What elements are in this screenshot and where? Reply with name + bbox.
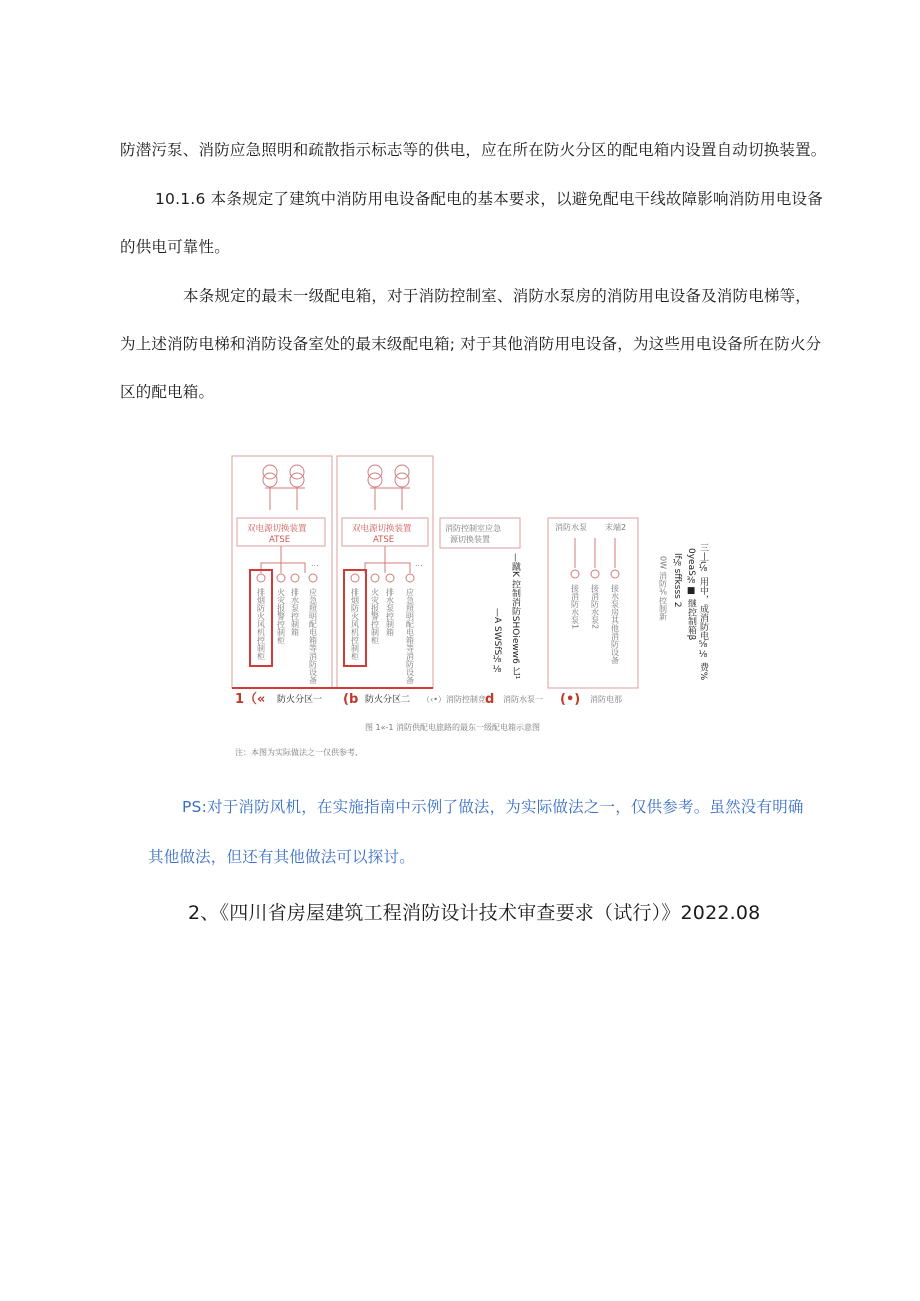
side-text-c1: —蹴K 控制消防SHOieww6 匕¹: [510, 553, 520, 680]
side-text-f2: 0W 消防⅜控制新: [658, 556, 668, 621]
atse-label-e: 消防水泵: [555, 523, 587, 532]
paragraph-2-line-1: 10.1.6 本条规定了建筑中消防用电设备配电的基本要求，以避免配电干线故障影响消防用电设备: [155, 190, 823, 208]
col-a-item-3: 排水泵控制箱: [290, 588, 300, 636]
side-text-f1: lf⅛sffksss 2: [672, 553, 682, 608]
col-b-item-1: 排烟防火风机控制柜: [350, 588, 360, 660]
ps-note-line-1: PS:对于消防风机，在实施指南中示例了做法，为实际做法之一，仅供参考。虽然没有明确: [182, 798, 804, 816]
ps-note-line-2: 其他做法，但还有其他做法可以探讨。: [148, 848, 415, 866]
col-a-item-4: 应急照明配电箱等消防设备: [308, 588, 318, 684]
figure-note: 注：本图为实际做法之一仅供参考,: [235, 748, 358, 757]
atse-code-b: ATSE: [373, 535, 395, 545]
atse-label-e2: 末端2: [605, 523, 627, 532]
label-e: 消防电那: [590, 695, 622, 704]
dots-b: ...: [415, 559, 423, 568]
label-b-num: (b: [343, 692, 359, 707]
paragraph-1: 防潜污泵、消防应急照明和疏散指示标志等的供电，应在所在防火分区的配电箱内设置自动切换装置。: [120, 141, 827, 159]
label-a-num: 1（«: [235, 692, 266, 707]
label-d-num: d: [485, 692, 495, 707]
label-b: 防火分区二: [365, 695, 411, 705]
paragraph-3-line-3: 区的配电箱。: [120, 383, 215, 401]
atse-label-b: 双电源切换装置: [352, 524, 412, 534]
section-heading-2: 2、《四川省房屋建筑工程消防设计技术审查要求（试行）》2022.08: [188, 902, 761, 924]
dots-a: ...: [311, 559, 319, 568]
atse-label-c: 消防控制室应急: [445, 524, 501, 533]
col-b-item-2: 火灾报警控制柜: [370, 588, 380, 644]
label-e-num: (•): [560, 692, 581, 707]
atse-code-a: ATSE: [269, 535, 291, 545]
col-a-item-1: 排烟防火风机控制柜: [256, 588, 266, 660]
paragraph-3-line-1: 本条规定的最末一级配电箱，对于消防控制室、消防水泵房的消防用电设备及消防电梯等，: [183, 287, 812, 305]
label-d: 消防水泵一: [503, 695, 543, 704]
atse-label-c2: 源切换装置: [450, 535, 490, 544]
col-b-item-4: 应急照明配电箱等消防设备: [405, 588, 415, 684]
atse-label-a: 双电源切换装置: [247, 524, 307, 534]
side-text-c2: —A SWSfS⅛⅛: [492, 608, 502, 676]
paragraph-2-line-2: 的供电可靠性。: [120, 238, 230, 256]
col-e-item-2: 接消防水泵2: [590, 584, 600, 630]
side-text-f3: 0yeaS⅜■ 继控制箱β: [686, 548, 696, 641]
col-a-item-2: 火灾报警控制柜: [276, 588, 286, 644]
col-b-item-3: 排水泵控制箱: [385, 588, 395, 636]
paragraph-3-line-2: 为上述消防电梯和消防设备室处的最末级配电箱; 对于其他消防用电设备，为这些用电设备所在防火分: [120, 335, 822, 353]
distribution-diagram-figure: [225, 448, 708, 768]
col-e-item-3: 接水泵房其他消防设备: [610, 584, 620, 664]
side-text-f4: 三丄ι⅛ 用中，成消防电⅝⅛ 费%: [698, 543, 708, 681]
figure-caption: 图 1«-1 消防供配电旅路的最东一级配电箱示意图: [365, 723, 541, 732]
col-e-item-1: 接消防水泵1: [570, 584, 580, 630]
label-a: 防火分区一: [277, 695, 323, 705]
label-c: （‹•）消防控制竞: [422, 695, 486, 704]
